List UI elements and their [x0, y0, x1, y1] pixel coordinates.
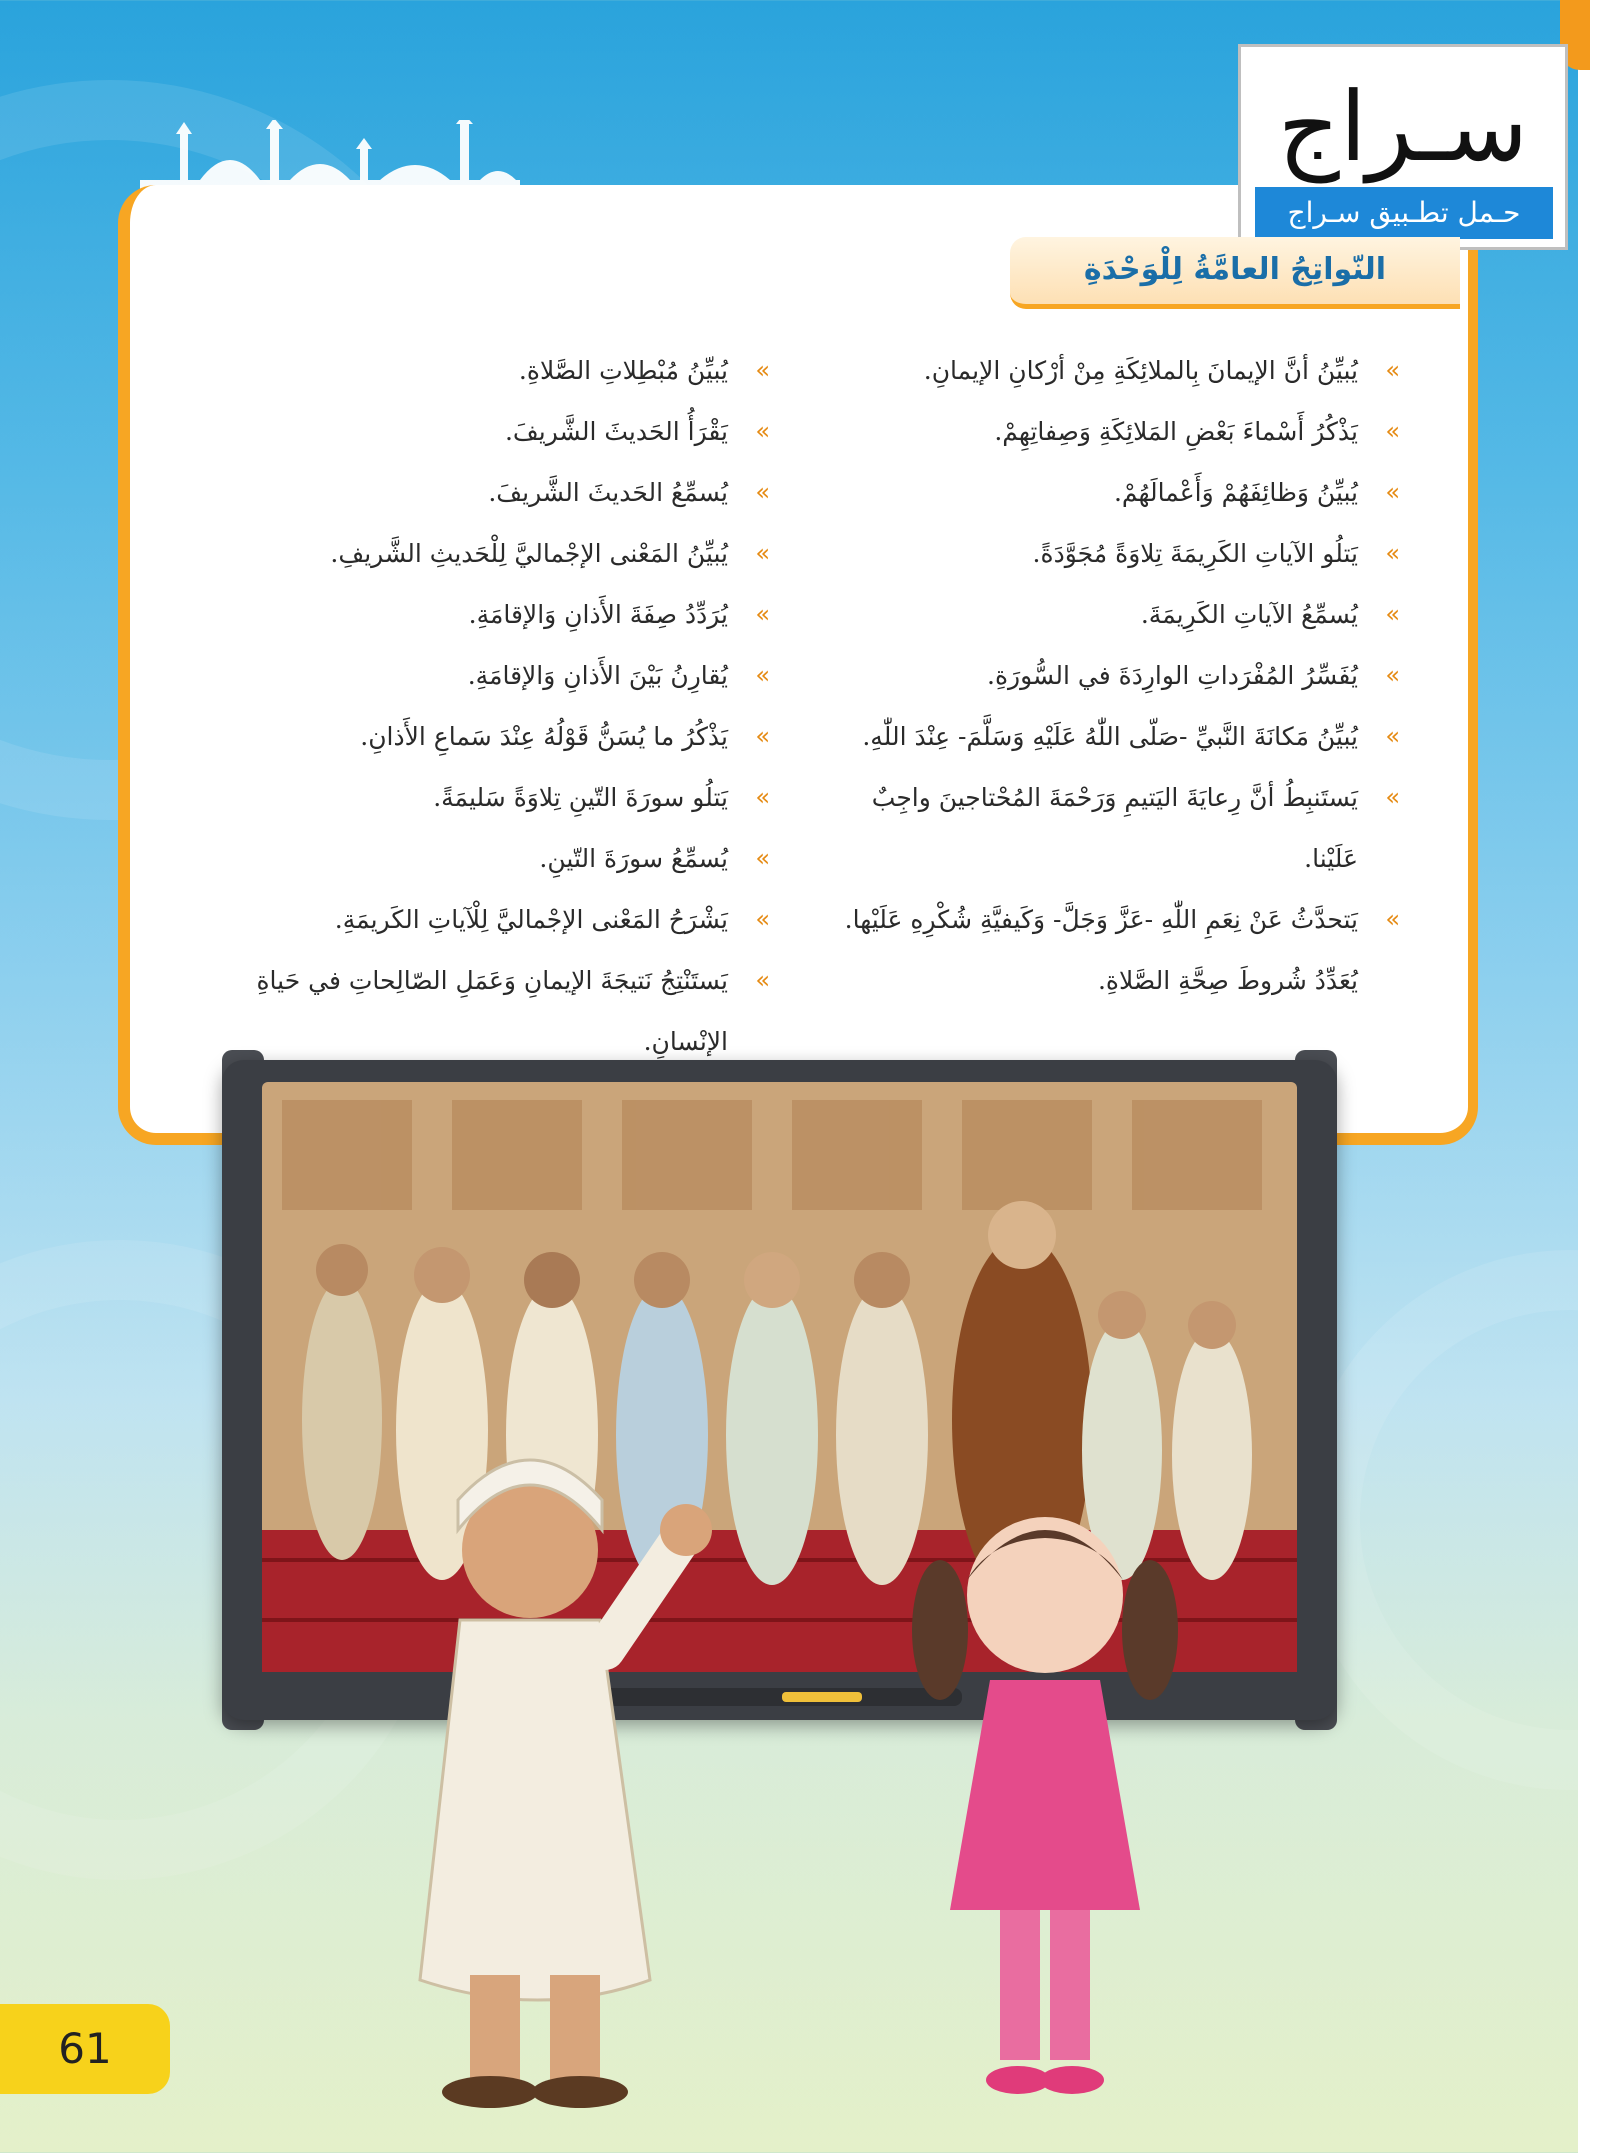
bullet-icon: »	[1385, 478, 1400, 506]
logo-tagline: حـمل تطـبيق سـراج	[1255, 187, 1553, 239]
page-number: 61	[0, 2004, 170, 2094]
list-item	[170, 889, 770, 950]
list-item	[170, 767, 770, 828]
list-item	[170, 645, 770, 706]
list-item	[810, 584, 1400, 645]
bullet-icon: »	[1385, 783, 1400, 811]
bullet-icon: »	[755, 722, 770, 750]
list-item	[810, 340, 1400, 401]
outcome-text: يَذْكُرُ ما يُسَنُّ قَوْلُهُ عِنْدَ سَماعِ الأَذانِ.	[360, 722, 728, 751]
bullet-icon: »	[755, 905, 770, 933]
outcomes-list-right	[810, 340, 1400, 1011]
outcome-text: يُسمِّعُ الآياتِ الكَرِيمَةَ.	[1140, 600, 1358, 629]
list-item	[170, 584, 770, 645]
list-item	[810, 767, 1400, 889]
list-item	[170, 401, 770, 462]
bullet-icon: »	[1385, 722, 1400, 750]
outcomes-list-left	[170, 340, 770, 1133]
list-item	[170, 340, 770, 401]
bullet-icon: »	[1385, 356, 1400, 384]
bullet-icon: »	[1385, 600, 1400, 628]
bullet-icon: »	[1385, 905, 1400, 933]
outcome-text: يُسمِّعُ سورَةَ التّينِ.	[539, 844, 728, 873]
background-swirl	[1300, 1250, 1600, 1790]
boy-character-illustration	[350, 1420, 730, 2120]
outcome-text: يُبيِّنُ المَعْنى الإجْماليَّ لِلْحَديثِ الشَّريفِ.	[330, 539, 728, 568]
logo-word: سـراج	[1277, 71, 1529, 183]
outcome-text: يُبيِّنُ مُبْطِلاتِ الصَّلاةِ.	[518, 356, 728, 385]
bullet-icon: »	[755, 356, 770, 384]
section-title: النّواتِجُ العامَّةُ لِلْوَحْدَةِ	[1010, 237, 1460, 309]
outcome-text: يَقْرَأُ الحَديثَ الشَّريفَ.	[504, 417, 728, 446]
outcome-text: يُبيِّنُ وَظائِفَهُمْ وَأَعْمالَهُمْ.	[1113, 478, 1358, 507]
page-edge	[1578, 0, 1600, 2153]
list-item	[170, 462, 770, 523]
outcome-text: يُرَدِّدُ صِفَةَ الأَذانِ وَالإقامَةِ.	[468, 600, 728, 629]
list-item	[810, 889, 1400, 1011]
outcome-text: يُبيِّنُ أنَّ الإيمانَ بِالملائِكَةِ مِنْ أرْكانِ الإيمانِ.	[923, 356, 1358, 385]
outcome-text: يَتلُو الآياتِ الكَرِيمَةَ تِلاوَةً مُجَوَّدَةً.	[1032, 539, 1358, 568]
bullet-icon: »	[755, 417, 770, 445]
bullet-icon: »	[1385, 661, 1400, 689]
outcome-text: يُقارِنُ بَيْنَ الأَذانِ وَالإقامَةِ.	[467, 661, 728, 690]
bullet-icon: »	[755, 661, 770, 689]
bullet-icon: »	[755, 844, 770, 872]
bullet-icon: »	[755, 600, 770, 628]
bullet-icon: »	[1385, 539, 1400, 567]
girl-character-illustration	[900, 1480, 1190, 2120]
list-item	[810, 523, 1400, 584]
list-item	[170, 828, 770, 889]
bullet-icon: »	[755, 966, 770, 994]
bullet-icon: »	[755, 783, 770, 811]
list-item	[170, 523, 770, 584]
list-item	[810, 462, 1400, 523]
outcome-text: يُبيِّنُ مَكانَةَ النَّبيِّ -صَلّى اللّٰهُ عَلَيْهِ وَسَلَّمَ- عِنْدَ اللّٰهِ.	[862, 722, 1358, 751]
outcome-text: يُفَسِّرُ المُفْرَداتِ الوارِدَةَ في السُّورَةِ.	[987, 661, 1358, 690]
list-item	[170, 706, 770, 767]
bullet-icon: »	[755, 539, 770, 567]
bullet-icon: »	[1385, 417, 1400, 445]
outcome-text: يَستَنْتِجُ نَتيجَةَ الإيمانِ وَعَمَلِ الصّالِحاتِ في حَياةِ الإنْسانِ.	[256, 966, 728, 1056]
list-item	[810, 706, 1400, 767]
outcome-text: يُسمِّعُ الحَديثَ الشَّريفَ.	[488, 478, 728, 507]
list-item	[810, 645, 1400, 706]
bullet-icon: »	[755, 478, 770, 506]
outcome-text: يَتلُو سورَةَ التّينِ تِلاوَةً سَليمَةً.	[433, 783, 728, 812]
list-item	[810, 401, 1400, 462]
outcome-text: يَشْرَحُ المَعْنى الإجْماليَّ لِلْآياتِ الكَريمَةِ.	[334, 905, 728, 934]
siraj-logo[interactable]	[1238, 44, 1568, 250]
outcome-text: يَتحدَّثُ عَنْ نِعَمِ اللّٰهِ -عَزَّ وَجَلَّ- وَكَيفيَّةِ شُكْرِهِ عَلَيْها. يُعَدِّدُ شُروطَ صِحَّةِ الصَّلاةِ.	[844, 905, 1358, 995]
outcome-text: يَستَنبِطُ أنَّ رِعايَةَ اليَتيمِ وَرَحْمَةَ المُحْتاجينَ واجِبٌ عَلَيْنا.	[871, 783, 1358, 873]
outcome-text: يَذْكُرُ أَسْماءَ بَعْضِ المَلائِكَةِ وَصِفاتِهِمْ.	[994, 417, 1358, 446]
